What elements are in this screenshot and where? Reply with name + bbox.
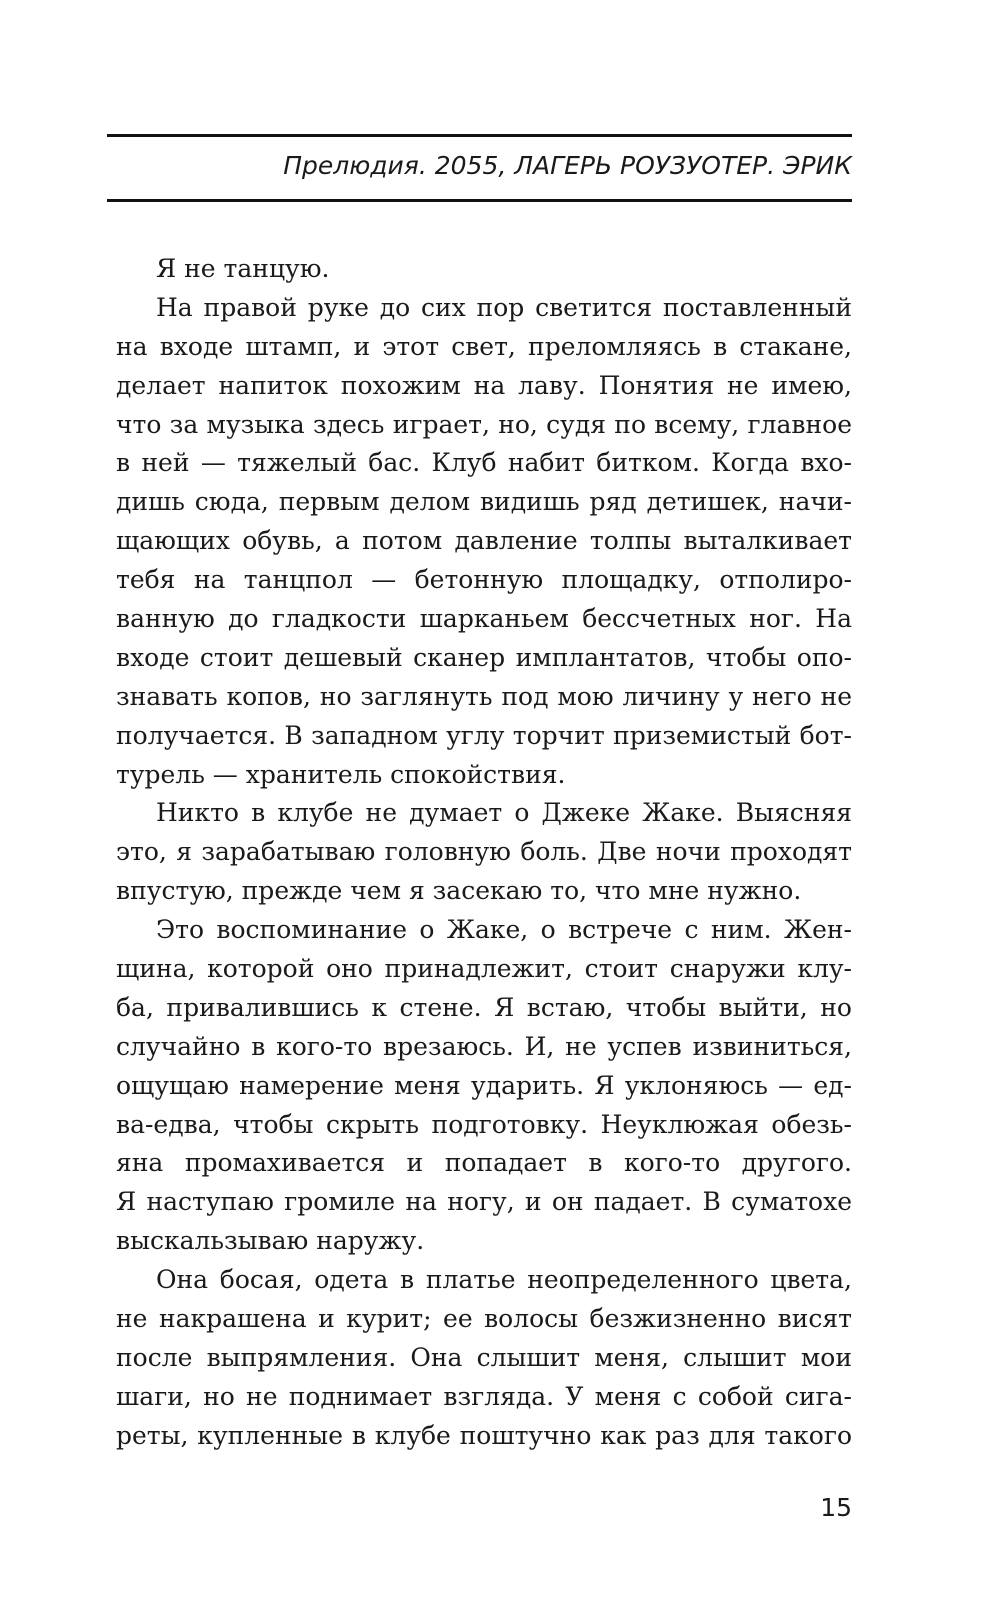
text-line: щина, которой оно принадлежит, стоит снаружи клу- bbox=[116, 954, 852, 984]
text-line: это, я зарабатываю головную боль. Две ночи проходят bbox=[116, 837, 852, 867]
running-title: Прелюдия. 2055, ЛАГЕРЬ РОУЗУОТЕР. ЭРИК bbox=[283, 151, 852, 180]
text-line: Никто в клубе не думает о Джеке Жаке. Выясняя bbox=[156, 798, 852, 828]
text-line: шаги, но не поднимает взгляда. У меня с собой сига- bbox=[116, 1381, 852, 1411]
text-line: щающих обувь, а потом давление толпы выталкивает bbox=[116, 526, 852, 556]
text-line: ва-едва, чтобы скрыть подготовку. Неуклюжая обезь- bbox=[116, 1109, 852, 1139]
text-line: На правой руке до сих пор светится поставленный bbox=[156, 292, 852, 322]
body-text bbox=[116, 250, 852, 1456]
text-line: тебя на танцпол — бетонную площадку, отполиро- bbox=[116, 565, 852, 595]
text-line: входе стоит дешевый сканер имплантатов, чтобы опо- bbox=[116, 642, 852, 672]
header-rule-bottom bbox=[107, 199, 852, 202]
text-line: делает напиток похожим на лаву. Понятия не имею, bbox=[116, 370, 852, 400]
text-line: турель — хранитель спокойствия. bbox=[116, 759, 566, 789]
text-line: ванную до гладкости шарканьем бессчетных ног. На bbox=[116, 604, 852, 634]
text-line: что за музыка здесь играет, но, судя по всему, главное bbox=[116, 409, 852, 439]
text-line: не накрашена и курит; ее волосы безжизненно висят bbox=[116, 1304, 852, 1334]
text-line: ощущаю намерение меня ударить. Я уклоняюсь — ед- bbox=[116, 1070, 852, 1100]
text-line: знавать копов, но заглянуть под мою личину у него не bbox=[116, 681, 852, 711]
text-line: Она босая, одета в платье неопределенного цвета, bbox=[156, 1265, 852, 1295]
paragraph bbox=[116, 1261, 852, 1455]
text-line: после выпрямления. Она слышит меня, слышит мои bbox=[116, 1342, 852, 1372]
page-number: 15 bbox=[820, 1493, 852, 1522]
paragraph bbox=[116, 250, 852, 289]
text-line: Это воспоминание о Жаке, о встрече с ним. Жен- bbox=[156, 915, 852, 945]
paragraph bbox=[116, 911, 852, 1261]
paragraph bbox=[116, 794, 852, 911]
text-line: на входе штамп, и этот свет, преломляясь в стакане, bbox=[116, 331, 852, 361]
text-line: реты, купленные в клубе поштучно как раз для такого bbox=[116, 1420, 852, 1450]
text-line: получается. В западном углу торчит приземистый бот- bbox=[116, 720, 852, 750]
text-line: выскальзываю наружу. bbox=[116, 1226, 425, 1256]
text-line: случайно в кого-то врезаюсь. И, не успев извиниться, bbox=[116, 1031, 852, 1061]
text-line: яна промахивается и попадает в кого-то другого. bbox=[116, 1148, 852, 1178]
text-line: ба, привалившись к стене. Я встаю, чтобы выйти, но bbox=[116, 992, 852, 1022]
header-rule-top bbox=[107, 134, 852, 137]
text-line: Я не танцую. bbox=[156, 254, 330, 283]
paragraph bbox=[116, 289, 852, 795]
text-line: Я наступаю громиле на ногу, и он падает. В суматохе bbox=[116, 1187, 852, 1217]
text-line: дишь сюда, первым делом видишь ряд детишек, начи- bbox=[116, 487, 852, 517]
text-line: впустую, прежде чем я засекаю то, что мне нужно. bbox=[116, 876, 802, 906]
text-line: в ней — тяжелый бас. Клуб набит битком. Когда вхо- bbox=[116, 448, 852, 478]
